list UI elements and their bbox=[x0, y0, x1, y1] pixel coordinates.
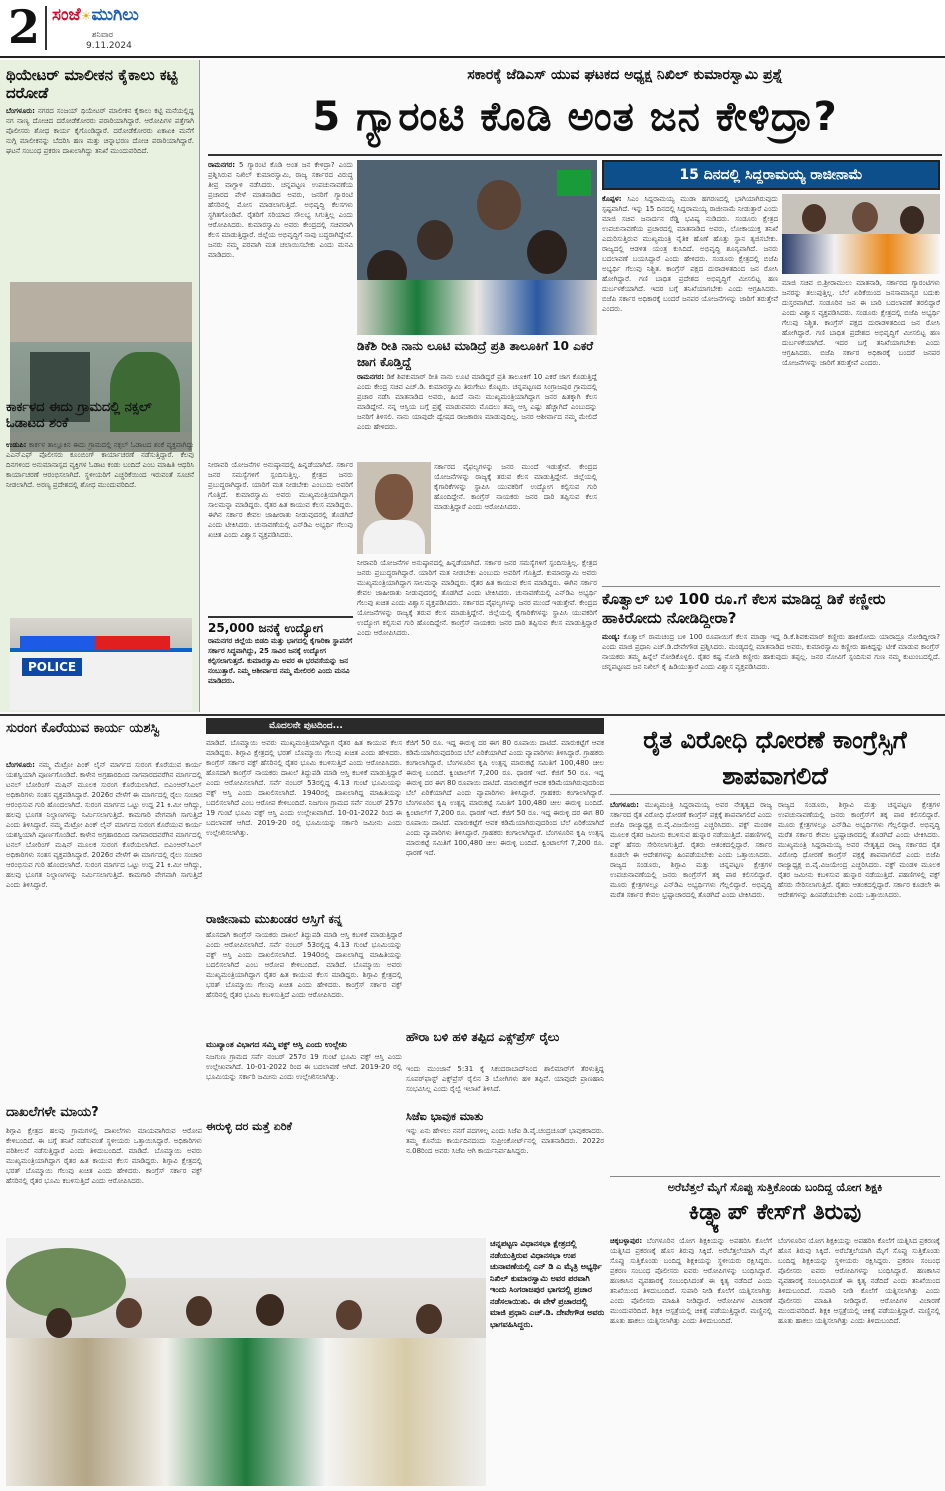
person-head bbox=[186, 1296, 212, 1326]
masthead-day: ಶನಿವಾರ bbox=[92, 30, 114, 39]
records-headline: ದಾಖಲೆಗಳೇ ಮಾಯ? bbox=[6, 1105, 99, 1120]
person-head bbox=[46, 1308, 72, 1338]
portrait-shirt bbox=[363, 520, 425, 554]
crowd-head bbox=[417, 220, 453, 260]
records-story bbox=[6, 1126, 202, 1234]
continued-body-2: ಹೊಸದಾಗಿ ಕಾಂಗ್ರೆಸ್ ನಾಯಕರು ದಾಖಲೆ ತಿದ್ದುಪಡಿ ಮಾಡಿ ಆಸ್ತಿ ಕಬಳಿಕೆ ಮಾಡುತ್ತಿದ್ದಾರೆ ಎಂದು ಆರೋಪಿಸಲಾಗಿದೆ. ಸರ್ವೆ ನಂಬರ್ 53ರಲ್ಲಿದ್ದ 4.13 ಗುಂಟೆ ಭೂಮಿಯನ್ನು ವಕ್ಫ್ ಆಸ್ತಿ ಎಂದು ದಾಖಲಿಸಲಾಗಿದೆ. 1940ರಲ್ಲಿ ದಾಖಲಾಗಿದ್ದ ಮಾಹಿತಿಯನ್ನು ಬದಲಿಸಲಾಗಿದೆ ಎಂಬ ಆರೋಪ ಕೇಳಿಬಂದಿದೆ. bbox=[206, 769, 402, 807]
onion-headline: ಈರುಳ್ಳಿ ದರ ಮತ್ತೆ ಏರಿಕೆ bbox=[206, 1120, 292, 1133]
onion-body-3: ಕೆಜಿಗೆ 50 ರೂ. ಇದ್ದ ಈರುಳ್ಳಿ ದರ ಈಗ 80 ರೂಪಾಯಿ ದಾಟಿದೆ. ಮಾರುಕಟ್ಟೆಗೆ ಆವಕ ಕಡಿಮೆಯಾಗಿರುವುದರಿಂದ ಬೆಲೆ ಏರಿಕೆಯಾಗಿದೆ ಎಂದು ವ್ಯಾಪಾರಿಗಳು ತಿಳಿಸಿದ್ದಾರೆ. ಗ್ರಾಹಕರು ಕಂಗಾಲಾಗಿದ್ದಾರೆ. ಬೆಂಗಳೂರಿನ ಕೃಷಿ ಉತ್ಪನ್ನ ಮಾರುಕಟ್ಟೆ ಸಮಿತಿಗೆ 100,480 ಚೀಲ ಈರುಳ್ಳಿ ಬಂದಿದೆ. ಕ್ವಿಂಟಾಲ್‌ಗೆ 7,200 ರೂ. ಧಾರಣೆ ಇದೆ. bbox=[406, 809, 604, 857]
naxal-body: ಕಾರ್ಕಳ ತಾಲ್ಲೂಕಿನ ಈದು ಗ್ರಾಮದಲ್ಲಿ ನಕ್ಸಲ್ ಓಡಾಟದ ಶಂಕೆ ವ್ಯಕ್ತವಾಗಿದ್ದು ಎಎನ್‌ಎಫ್ ಪೊಲೀಸರು ಕೂಂಬಿಂಗ್ ಕಾರ್ಯಾಚರಣೆ ನಡೆಸುತ್ತಿದ್ದಾರೆ. ಕೆಲವು ದಿನಗಳಿಂದ ಅನುಮಾನಾಸ್ಪದ ವ್ಯಕ್ತಿಗಳ ಓಡಾಟ ಕಂಡು ಬಂದಿದೆ ಎಂಬ ಮಾಹಿತಿ ಆಧರಿಸಿ ಕಾರ್ಯಾಚರಣೆ ಆರಂಭಿಸಲಾಗಿದೆ. ಸ್ಥಳೀಯರಿಗೆ ಎಚ್ಚರಿಕೆಯಿಂದ ಇರುವಂತೆ ಸೂಚನೆ ನೀಡಲಾಗಿದೆ. ಅರಣ್ಯ ಪ್ರದೇಶದಲ್ಲಿ ಶೋಧ ಮುಂದುವರಿದಿದೆ. bbox=[6, 441, 194, 489]
campaign-photo bbox=[6, 1238, 486, 1486]
continued-body-3: ನಿಜಗುಣ ಗ್ರಾಮದ ಸರ್ವೆ ನಂಬರ್ 257ರ 19 ಗುಂಟೆ ಭೂಮಿ ವಕ್ಫ್ ಆಸ್ತಿ ಎಂದು ಉಲ್ಲೇಖವಾಗಿದೆ. 10-01-2022 ರಿಂದ ಈ ಬದಲಾವಣೆ ಆಗಿದೆ. 2019-20 ರಲ್ಲಿ ಭೂಮಿಯನ್ನು ಸರ್ಕಾರಿ ಜಮೀನು ಎಂದು ಉಲ್ಲೇಖಿಸಲಾಗಿತ್ತು. bbox=[206, 799, 402, 837]
jobs-body: ರಾಮನಗರ ಜಿಲ್ಲೆಯ ಬಿಡದಿ ಮತ್ತು ಭಾಗದಲ್ಲಿ ಕೈಗಾರಿಕಾ ಸ್ಥಾಪನೆಗೆ ಸರ್ಕಾರ ಸಿದ್ಧವಾಗಿದ್ದು, 25 ಸಾವಿರ ಜನಕ್ಕೆ ಉದ್ಯೋಗ ಕಲ್ಪಿಸಲಾಗುತ್ತದೆ. ಕುಮಾರಸ್ವಾಮಿ ಅವರ ಈ ಭರವಸೆಯನ್ನು ಜನ ನಂಬುತ್ತಾರೆ. ನಿಮ್ಮ ಆಶೀರ್ವಾದ ನಮ್ಮ ಮೇಲಿರಲಿ ಎಂದು ಮನವಿ ಮಾಡಿದರು. bbox=[208, 637, 353, 685]
cji-story bbox=[406, 1126, 604, 1234]
resign-banner bbox=[602, 160, 940, 190]
onion-body-2: ಕೆಜಿಗೆ 50 ರೂ. ಇದ್ದ ಈರುಳ್ಳಿ ದರ ಈಗ 80 ರೂಪಾಯಿ ದಾಟಿದೆ. ಮಾರುಕಟ್ಟೆಗೆ ಆವಕ ಕಡಿಮೆಯಾಗಿರುವುದರಿಂದ ಬೆಲೆ ಏರಿಕೆಯಾಗಿದೆ ಎಂದು ವ್ಯಾಪಾರಿಗಳು ತಿಳಿಸಿದ್ದಾರೆ. ಗ್ರಾಹಕರು ಕಂಗಾಲಾಗಿದ್ದಾರೆ. ಬೆಂಗಳೂರಿನ ಕೃಷಿ ಉತ್ಪನ್ನ ಮಾರುಕಟ್ಟೆ ಸಮಿತಿಗೆ 100,480 ಚೀಲ ಈರುಳ್ಳಿ ಬಂದಿದೆ. ಕ್ವಿಂಟಾಲ್‌ಗೆ 7,200 ರೂ. ಧಾರಣೆ ಇದೆ. bbox=[406, 769, 604, 817]
mid-story-cont bbox=[434, 462, 597, 554]
farmer-story-col2 bbox=[778, 800, 940, 1174]
resign-body-2: ಸಂಡೂರು ಕ್ಷೇತ್ರದಲ್ಲಿ ಬಿಜೆಪಿ ಅಭ್ಯರ್ಥಿ ಗೆಲುವು ನಿಶ್ಚಿತ. ಕಾಂಗ್ರೆಸ್ ಪಕ್ಷದ ದುರಾಡಳಿತದಿಂದ ಜನ ರೋಸಿ ಹೋಗಿದ್ದಾರೆ. ಗಣಿ ಬಾಧಿತ ಪ್ರದೇಶದ ಅಭಿವೃದ್ಧಿಗೆ ಮೀಸಲಿಟ್ಟ ಹಣ ದುರ್ಬಳಕೆಯಾಗಿದೆ. ಇದರ ಬಗ್ಗೆ ತನಿಖೆಯಾಗಬೇಕು ಎಂದು ಆಗ್ರಹಿಸಿದರು. ಬಿಜೆಪಿ ಸರ್ಕಾರ ಅಧಿಕಾರಕ್ಕೆ ಬಂದರೆ ಜನಪರ ಯೋಜನೆಗಳನ್ನು ಜಾರಿಗೆ ತರುತ್ತೇವೆ ಎಂದರು. bbox=[602, 255, 778, 313]
masthead-rule bbox=[45, 6, 47, 50]
continued-strip bbox=[206, 718, 604, 734]
people-clothes bbox=[6, 1338, 486, 1486]
party-flag bbox=[557, 170, 591, 196]
jobs-box bbox=[208, 616, 353, 712]
dk-body: ಕೊತ್ವಾಲ್ ರಾಮಚಂದ್ರ ಬಳಿ 100 ರೂಪಾಯಿಗೆ ಕೆಲಸ ಮಾಡ್ತಾ ಇದ್ದ ಡಿ.ಕೆ.ಶಿವಕುಮಾರ್ ಕಣ್ಣೀರು ಹಾಕಿರೋದು ಯಾರಾದ್ರೂ ನೋಡಿದ್ದೀರಾ? ಎಂದು ಮಾಜಿ ಪ್ರಧಾನಿ ಎಚ್.ಡಿ.ದೇವೇಗೌಡ ಪ್ರಶ್ನಿಸಿದರು. ಮಂಡ್ಯದಲ್ಲಿ ಮಾತನಾಡಿದ ಅವರು, ಕುಮಾರಸ್ವಾಮಿ ಕಣ್ಣೀರು ಹಾಕಿದ್ದನ್ನು ಟೀಕೆ ಮಾಡುವ ಕಾಂಗ್ರೆಸ್ ನಾಯಕರು ತಮ್ಮ ಹಿನ್ನೆಲೆ ನೋಡಿಕೊಳ್ಳಲಿ. ರೈತರ ಕಷ್ಟ ನೋಡಿ ಕಣ್ಣೀರು ಹಾಕುವುದು ತಪ್ಪಲ್ಲ. ಜನರ ನೋವಿಗೆ ಸ್ಪಂದಿಸುವ ಗುಣ ನಮ್ಮ ಕುಟುಂಬದಲ್ಲಿದೆ. ಚನ್ನಪಟ್ಟಣದ ಜನ ನಿಖಿಲ್ ಕೈ ಹಿಡಿಯುತ್ತಾರೆ ಎಂದು ವಿಶ್ವಾಸ ವ್ಯಕ್ತಪಡಿಸಿದರು. bbox=[602, 633, 940, 671]
property-story bbox=[206, 930, 402, 1038]
theatre-body: ನಗರದ ಸಂಜಯ್ ಥಿಯೇಟರ್ ಮಾಲೀಕನ ಕೈಕಾಲು ಕಟ್ಟಿ ಮನೆಯಲ್ಲಿದ್ದ ನಗ ನಾಣ್ಯ ದೋಚಿದ ದರೋಡೆಕೋರರು ಪರಾರಿಯಾಗಿದ್ದಾರೆ. ಆರೋಪಿಗಳ ಪತ್ತೆಗಾಗಿ ಪೊಲೀಸರು ಶೋಧ ಕಾರ್ಯ ಕೈಗೊಂಡಿದ್ದಾರೆ. ದರೋಡೆಕೋರರು ಏಕಾಏಕಿ ಮನೆಗೆ ನುಗ್ಗಿ ಮಾಲೀಕನನ್ನು ಬೆದರಿಸಿ ಹಣ ಮತ್ತು ಚಿನ್ನಾಭರಣ ದೋಚಿ ಪರಾರಿಯಾಗಿದ್ದಾರೆ. ಘಟನೆ ಸಂಬಂಧ ಪ್ರಕರಣ ದಾಖಲಾಗಿದ್ದು ತನಿಖೆ ಮುಂದುವರಿದಿದೆ. bbox=[6, 107, 195, 155]
property-story-2 bbox=[206, 1052, 402, 1118]
mid-story-cont-2 bbox=[357, 558, 597, 712]
logo bbox=[52, 4, 139, 27]
headline-rule bbox=[208, 154, 942, 156]
police-car-photo bbox=[10, 618, 192, 710]
main-body-2: ನೀರಾವರಿ ಯೋಜನೆಗಳ ಅನುಷ್ಠಾನದಲ್ಲಿ ಹಿನ್ನಡೆಯಾಗಿದೆ. ಸರ್ಕಾರ ಜನರ ಸಮಸ್ಯೆಗಳಿಗೆ ಸ್ಪಂದಿಸುತ್ತಿಲ್ಲ. ಕ್ಷೇತ್ರದ ಜನರು ಪ್ರಬುದ್ಧರಾಗಿದ್ದಾರೆ. ಯಾರಿಗೆ ಮತ ನೀಡಬೇಕು ಎಂಬುದು ಅವರಿಗೆ ಗೊತ್ತಿದೆ. ಕುಮಾರಸ್ವಾಮಿ ಅವರು ಮುಖ್ಯಮಂತ್ರಿಯಾಗಿದ್ದಾಗ ಸಾಲಮನ್ನಾ ಮಾಡಿದ್ದರು. ರೈತರ ಹಿತ ಕಾಯುವ ಕೆಲಸ ಮಾಡಿದ್ದರು. ಈಗಿನ ಸರ್ಕಾರ ಕೇವಲ ಜಾಹೀರಾತು ನೀಡುವುದರಲ್ಲಿ ತೊಡಗಿದೆ ಎಂದು ಟೀಕಿಸಿದರು. ಚುನಾವಣೆಯಲ್ಲಿ ಎನ್‌ಡಿಎ ಅಭ್ಯರ್ಥಿ ಗೆಲುವು ಖಚಿತ ಎಂದು ವಿಶ್ವಾಸ ವ್ಯಕ್ತಪಡಿಸಿದರು. bbox=[208, 461, 353, 539]
resign-body: ಸಿಎಂ ಸಿದ್ದರಾಮಯ್ಯ ಮುಡಾ ಹಗರಣದಲ್ಲಿ ಭಾಗಿಯಾಗಿರುವುದು ಸ್ಪಷ್ಟವಾಗಿದೆ. ಇನ್ನು 15 ದಿನದಲ್ಲಿ ಸಿದ್ದರಾಮಯ್ಯ ರಾಜೀನಾಮೆ ನೀಡುತ್ತಾರೆ ಎಂದು ಮಾಜಿ ಸಚಿವ ಜನಾರ್ದನ ರೆಡ್ಡಿ ಭವಿಷ್ಯ ನುಡಿದರು. ಸಂಡೂರು ಕ್ಷೇತ್ರದ ಉಪಚುನಾವಣೆಯ ಪ್ರಚಾರದಲ್ಲಿ ಮಾತನಾಡಿದ ಅವರು, ಲೋಕಾಯುಕ್ತ ತನಿಖೆ ಎದುರಿಸುತ್ತಿರುವ ಮುಖ್ಯಮಂತ್ರಿ ನೈತಿಕ ಹೊಣೆ ಹೊತ್ತು ಸ್ಥಾನ ತ್ಯಜಿಸಬೇಕು. ರಾಜ್ಯದಲ್ಲಿ ಆಡಳಿತ ಯಂತ್ರ ಕುಸಿದಿದೆ. ಅಭಿವೃದ್ಧಿ ಶೂನ್ಯವಾಗಿದೆ. ಜನರು ಬದಲಾವಣೆ ಬಯಸಿದ್ದಾರೆ ಎಂದು ಹೇಳಿದರು. bbox=[602, 195, 778, 263]
logo-part-2: ಮುಗಿಲು bbox=[91, 5, 139, 25]
naxal-story bbox=[6, 440, 194, 560]
tunnel-story bbox=[6, 760, 202, 1060]
train-story bbox=[406, 1064, 604, 1108]
mid-body-3: ನೀರಾವರಿ ಯೋಜನೆಗಳ ಅನುಷ್ಠಾನದಲ್ಲಿ ಹಿನ್ನಡೆಯಾಗಿದೆ. ಸರ್ಕಾರ ಜನರ ಸಮಸ್ಯೆಗಳಿಗೆ ಸ್ಪಂದಿಸುತ್ತಿಲ್ಲ. ಕ್ಷೇತ್ರದ ಜನರು ಪ್ರಬುದ್ಧರಾಗಿದ್ದಾರೆ. ಯಾರಿಗೆ ಮತ ನೀಡಬೇಕು ಎಂಬುದು ಅವರಿಗೆ ಗೊತ್ತಿದೆ. ಕುಮಾರಸ್ವಾಮಿ ಅವರು ಮುಖ್ಯಮಂತ್ರಿಯಾಗಿದ್ದಾಗ ಸಾಲಮನ್ನಾ ಮಾಡಿದ್ದರು. ರೈತರ ಹಿತ ಕಾಯುವ ಕೆಲಸ ಮಾಡಿದ್ದರು. ಈಗಿನ ಸರ್ಕಾರ ಕೇವಲ ಜಾಹೀರಾತು ನೀಡುವುದರಲ್ಲಿ ತೊಡಗಿದೆ ಎಂದು ಟೀಕಿಸಿದರು. ಚುನಾವಣೆಯಲ್ಲಿ ಎನ್‌ಡಿಎ ಅಭ್ಯರ್ಥಿ ಗೆಲುವು ಖಚಿತ ಎಂದು ವಿಶ್ವಾಸ ವ್ಯಕ್ತಪಡಿಸಿದರು. bbox=[357, 559, 597, 607]
tunnel-headline: ಸುರಂಗ ಕೊರೆಯುವ ಕಾರ್ಯ ಯಶಸ್ವಿ bbox=[6, 721, 160, 736]
masthead-date: 9.11.2024 bbox=[86, 41, 132, 51]
train-body: ಇಂದು ಮುಂಜಾನೆ 5:31 ಕ್ಕೆ ಸಿಕಂದರಾಬಾದ್‌ನಿಂದ ಶಾಲಿಮಾರ್‌ಗೆ ತೆರಳುತ್ತಿದ್ದ ಸೂಪರ್‌ಫಾಸ್ಟ್ ಎಕ್ಸ್‌ಪ್ರೆಸ್ ರೈಲಿನ 3 ಬೋಗಿಗಳು ಹಳಿ ತಪ್ಪಿವೆ. ಯಾವುದೇ ಪ್ರಾಣಹಾನಿ ಸಂಭವಿಸಿಲ್ಲ ಎಂದು ರೈಲ್ವೆ ಇಲಾಖೆ ತಿಳಿಸಿದೆ. bbox=[406, 1065, 604, 1093]
theatre-dateline: ಬೆಂಗಳೂರು: bbox=[6, 107, 35, 115]
person-head bbox=[900, 206, 924, 234]
campaign-caption: ಚನ್ನಪಟ್ಟಣ ವಿಧಾನಸಭಾ ಕ್ಷೇತ್ರದಲ್ಲಿ ನಡೆಯುತ್ತಿರುವ ವಿಧಾನಸಭಾ ಉಪ ಚುನಾವಣೆಯಲ್ಲಿ ಎನ್ ಡಿ ಎ ಮೈತ್ರಿ ಅಭ್ಯರ್ಥಿ ನಿಖಿಲ್ ಕುಮಾರಸ್ವಾಮಿ ಅವರ ಪರವಾಗಿ ಇಂದು ಸಿಂಗರಾಜಪುರ ಭಾಗದಲ್ಲಿ ಪ್ರಚಾರ ನಡೆಸಲಾಯಿತು. ಈ ವೇಳೆ ಪ್ರಚಾರದಲ್ಲಿ ಮಾಜಿ ಪ್ರಧಾನಿ ಎಚ್.ಡಿ. ದೇವೇಗೌಡ ಅವರು ಭಾಗವಹಿಸಿದ್ದರು. bbox=[490, 1239, 605, 1329]
dk-mid-story bbox=[357, 372, 597, 458]
resign-body-3: ಮಾಜಿ ಸಚಿವ ಬಿ.ಶ್ರೀರಾಮುಲು ಮಾತನಾಡಿ, ಸರ್ಕಾರದ ಗ್ಯಾರಂಟಿಗಳು ಜನರನ್ನು ತಲುಪುತ್ತಿಲ್ಲ. ಬೆಲೆ ಏರಿಕೆಯಿಂದ ಜನಸಾಮಾನ್ಯರ ಬದುಕು ದುಸ್ತರವಾಗಿದೆ. ಸಂಡೂರಿನ ಜನ ಈ ಬಾರಿ ಬದಲಾವಣೆ ತರಲಿದ್ದಾರೆ ಎಂದು ವಿಶ್ವಾಸ ವ್ಯಕ್ತಪಡಿಸಿದರು. bbox=[782, 279, 940, 317]
naxal-headline: ಕಾರ್ಕಳದ ಈದು ಗ್ರಾಮದಲ್ಲಿ ನಕ್ಸಲ್ ಓಡಾಟದ ಶಂಕೆ bbox=[6, 400, 152, 431]
resign-story bbox=[602, 194, 778, 584]
resign-body-4: ಸಂಡೂರು ಕ್ಷೇತ್ರದಲ್ಲಿ ಬಿಜೆಪಿ ಅಭ್ಯರ್ಥಿ ಗೆಲುವು ನಿಶ್ಚಿತ. ಕಾಂಗ್ರೆಸ್ ಪಕ್ಷದ ದುರಾಡಳಿತದಿಂದ ಜನ ರೋಸಿ ಹೋಗಿದ್ದಾರೆ. ಗಣಿ ಬಾಧಿತ ಪ್ರದೇಶದ ಅಭಿವೃದ್ಧಿಗೆ ಮೀಸಲಿಟ್ಟ ಹಣ ದುರ್ಬಳಕೆಯಾಗಿದೆ. ಇದರ ಬಗ್ಗೆ ತನಿಖೆಯಾಗಬೇಕು ಎಂದು ಆಗ್ರಹಿಸಿದರು. ಬಿಜೆಪಿ ಸರ್ಕಾರ ಅಧಿಕಾರಕ್ಕೆ ಬಂದರೆ ಜನಪರ ಯೋಜನೆಗಳನ್ನು ಜಾರಿಗೆ ತರುತ್ತೇವೆ ಎಂದರು. bbox=[782, 309, 940, 367]
dk-rule bbox=[602, 586, 940, 587]
continued-body: ಮಾಡಿದೆ. ಬೊಮ್ಮಾಯಿ ಅವರು ಮುಖ್ಯಮಂತ್ರಿಯಾಗಿದ್ದಾಗ ರೈತರ ಹಿತ ಕಾಯುವ ಕೆಲಸ ಮಾಡಿದ್ದರು. ಶಿಗ್ಗಾವಿ ಕ್ಷೇತ್ರದಲ್ಲಿ ಭರತ್ ಬೊಮ್ಮಾಯಿ ಗೆಲುವು ಖಚಿತ ಎಂದು ಹೇಳಿದರು. ಕಾಂಗ್ರೆಸ್ ಸರ್ಕಾರ ವಕ್ಫ್ ಹೆಸರಿನಲ್ಲಿ ರೈತರ ಭೂಮಿ ಕಬಳಿಸುತ್ತಿದೆ ಎಂದು ಆರೋಪಿಸಿದರು. bbox=[206, 739, 402, 767]
portrait-face bbox=[375, 474, 413, 520]
farmer-dateline: ಬೆಂಗಳೂರು: bbox=[610, 801, 639, 809]
main-story-col2 bbox=[208, 460, 353, 615]
main-dateline: ರಾಮನಗರ: bbox=[208, 161, 236, 169]
dk-headline: ಕೊತ್ವಾಲ್ ಬಳಿ 100 ರೂ.ಗೆ ಕೆಲಸ ಮಾಡಿದ್ದ ಡಿಕೆ ಕಣ್ಣೀರು ಹಾಕಿರೋದು ನೋಡಿದ್ದೀರಾ? bbox=[602, 590, 886, 627]
property-body-3: ನಿಜಗುಣ ಗ್ರಾಮದ ಸರ್ವೆ ನಂಬರ್ 257ರ 19 ಗುಂಟೆ ಭೂಮಿ ವಕ್ಫ್ ಆಸ್ತಿ ಎಂದು ಉಲ್ಲೇಖವಾಗಿದೆ. 10-01-2022 ರಿಂದ ಈ ಬದಲಾವಣೆ ಆಗಿದೆ. 2019-20 ರಲ್ಲಿ ಭೂಮಿಯನ್ನು ಸರ್ಕಾರಿ ಜಮೀನು ಎಂದು ಉಲ್ಲೇಖಿಸಲಾಗಿತ್ತು. bbox=[206, 1053, 402, 1081]
person-head bbox=[116, 1298, 142, 1328]
main-headline: 5 ಗ್ಯಾರಂಟಿ ಕೊಡಿ ಅಂತ ಜನ ಕೇಳಿದ್ರಾ? bbox=[312, 94, 838, 140]
farmer-body-3: ರಾಜ್ಯದ ಸಂಡೂರು, ಶಿಗ್ಗಾವಿ ಮತ್ತು ಚನ್ನಪಟ್ಟಣ ಕ್ಷೇತ್ರಗಳ ಉಪಚುನಾವಣೆಯಲ್ಲಿ ಜನರು ಕಾಂಗ್ರೆಸ್‌ಗೆ ತಕ್ಕ ಪಾಠ ಕಲಿಸಲಿದ್ದಾರೆ. ಮೂರು ಕ್ಷೇತ್ರಗಳಲ್ಲೂ ಎನ್‌ಡಿಎ ಅಭ್ಯರ್ಥಿಗಳು ಗೆಲ್ಲಲಿದ್ದಾರೆ. ಅಭಿವೃದ್ಧಿ ಮರೆತ ಸರ್ಕಾರ ಕೇವಲ ಭ್ರಷ್ಟಾಚಾರದಲ್ಲಿ ತೊಡಗಿದೆ ಎಂದು ಟೀಕಿಸಿದರು. bbox=[778, 801, 940, 839]
main-kicker: ಸಕಾರಕ್ಕೆ ಜೆಡಿಎಸ್ ಯುವ ಘಟಕದ ಅಧ್ಯಕ್ಷ ನಿಖಿಲ್ ಕುಮಾರಸ್ವಾಮಿ ಪ್ರಶ್ನೆ bbox=[467, 67, 783, 83]
masthead bbox=[0, 0, 945, 58]
trees bbox=[6, 1248, 126, 1318]
tunnel-dateline: ಬೆಂಗಳೂರು: bbox=[6, 761, 35, 769]
resign-dateline: ಕೊಪ್ಪಳ: bbox=[602, 195, 622, 203]
photo-caption-headline: ಡಿಕೆಶಿ ರೀತಿ ನಾನು ಲೂಟಿ ಮಾಡಿದ್ರೆ ಪ್ರತಿ ತಾಲೂಕಿಗೆ 10 ಎಕರೆ ಜಾಗ ಕೊಡ್ತಿದ್ದೆ bbox=[357, 339, 594, 369]
property-body-2: ಮಾಡಿದೆ. ಬೊಮ್ಮಾಯಿ ಅವರು ಮುಖ್ಯಮಂತ್ರಿಯಾಗಿದ್ದಾಗ ರೈತರ ಹಿತ ಕಾಯುವ ಕೆಲಸ ಮಾಡಿದ್ದರು. ಶಿಗ್ಗಾವಿ ಕ್ಷೇತ್ರದಲ್ಲಿ ಭರತ್ ಬೊಮ್ಮಾಯಿ ಗೆಲುವು ಖಚಿತ ಎಂದು ಹೇಳಿದರು. ಕಾಂಗ್ರೆಸ್ ಸರ್ಕಾರ ವಕ್ಫ್ ಹೆಸರಿನಲ್ಲಿ ರೈತರ ಭೂಮಿ ಕಬಳಿಸುತ್ತಿದೆ ಎಂದು ಆರೋಪಿಸಿದರು. bbox=[206, 961, 402, 999]
continued-strip-text: ಮೊದಲನೇ ಪುಟದಿಂದ... bbox=[269, 721, 343, 731]
resign-story-col2 bbox=[782, 278, 940, 584]
tunnel-body-2: ನಮ್ಮ ಮೆಟ್ರೋ ಪಿಂಕ್ ಲೈನ್ ಮಾರ್ಗದ ಸುರಂಗ ಕೊರೆಯುವ ಕಾರ್ಯ ಯಶಸ್ವಿಯಾಗಿ ಪೂರ್ಣಗೊಂಡಿದೆ. ಕಾಳೇನ ಅಗ್ರಹಾರದಿಂದ ನಾಗವಾರದವರೆಗಿನ ಮಾರ್ಗದಲ್ಲಿ ಟನಲ್ ಬೋರಿಂಗ್ ಮಷಿನ್ ಮೂಲಕ ಸುರಂಗ ಕೊರೆಯಲಾಗಿದೆ. ಬಿಎಂಆರ್‌ಸಿಎಲ್ ಅಧಿಕಾರಿಗಳು ಸಂತಸ ವ್ಯಕ್ತಪಡಿಸಿದ್ದಾರೆ. 2026ರ ವೇಳೆಗೆ ಈ ಮಾರ್ಗದಲ್ಲಿ ರೈಲು ಸಂಚಾರ ಆರಂಭಿಸುವ ಗುರಿ ಹೊಂದಲಾಗಿದೆ. ಸುರಂಗ ಮಾರ್ಗದ ಒಟ್ಟು ಉದ್ದ 21 ಕಿ.ಮೀ ಆಗಿದ್ದು, ಹಲವು ಭೂಗತ ನಿಲ್ದಾಣಗಳನ್ನು ನಿರ್ಮಿಸಲಾಗುತ್ತಿದೆ. ಕಾಮಗಾರಿ ವೇಗವಾಗಿ ಸಾಗುತ್ತಿದೆ ಎಂದು ತಿಳಿಸಿದ್ದಾರೆ. bbox=[6, 821, 202, 889]
office-building bbox=[10, 282, 192, 342]
onion-body: ಕೆಜಿಗೆ 50 ರೂ. ಇದ್ದ ಈರುಳ್ಳಿ ದರ ಈಗ 80 ರೂಪಾಯಿ ದಾಟಿದೆ. ಮಾರುಕಟ್ಟೆಗೆ ಆವಕ ಕಡಿಮೆಯಾಗಿರುವುದರಿಂದ ಬೆಲೆ ಏರಿಕೆಯಾಗಿದೆ ಎಂದು ವ್ಯಾಪಾರಿಗಳು ತಿಳಿಸಿದ್ದಾರೆ. ಗ್ರಾಹಕರು ಕಂಗಾಲಾಗಿದ್ದಾರೆ. ಬೆಂಗಳೂರಿನ ಕೃಷಿ ಉತ್ಪನ್ನ ಮಾರುಕಟ್ಟೆ ಸಮಿತಿಗೆ 100,480 ಚೀಲ ಈರುಳ್ಳಿ ಬಂದಿದೆ. ಕ್ವಿಂಟಾಲ್‌ಗೆ 7,200 ರೂ. ಧಾರಣೆ ಇದೆ. bbox=[406, 739, 604, 777]
resign-banner-text: 15 ದಿನದಲ್ಲಿ ಸಿದ್ದರಾಮಯ್ಯ ರಾಜೀನಾಮೆ bbox=[679, 167, 863, 183]
farmer-body-4: ಮುಖ್ಯಮಂತ್ರಿ ಸಿದ್ದರಾಮಯ್ಯ ಅವರ ನೇತೃತ್ವದ ರಾಜ್ಯ ಸರ್ಕಾರದ ರೈತ ವಿರೋಧಿ ಧೋರಣೆ ಕಾಂಗ್ರೆಸ್ ಪಕ್ಷಕ್ಕೆ ಶಾಪವಾಗಲಿದೆ ಎಂದು ಬಿಜೆಪಿ ರಾಜ್ಯಾಧ್ಯಕ್ಷ ಬಿ.ವೈ.ವಿಜಯೇಂದ್ರ ಎಚ್ಚರಿಸಿದರು. ವಕ್ಫ್ ಮಂಡಳಿ ಮೂಲಕ ರೈತರ ಜಮೀನು ಕಬಳಿಸುವ ಹುನ್ನಾರ ನಡೆಯುತ್ತಿದೆ. ಪಹಣಿಗಳಲ್ಲಿ ವಕ್ಫ್ ಹೆಸರು ಸೇರಿಸಲಾಗುತ್ತಿದೆ. ರೈತರು ಆತಂಕದಲ್ಲಿದ್ದಾರೆ. ಸರ್ಕಾರ ಕೂಡಲೇ ಈ ಆದೇಶಗಳನ್ನು ಹಿಂಪಡೆಯಬೇಕು ಎಂದು ಒತ್ತಾಯಿಸಿದರು. bbox=[778, 841, 940, 899]
cji-headline: ಸಿಜೆಐ ಭಾವುಕ ಮಾತು bbox=[406, 1110, 484, 1123]
logo-sun-icon: ☀ bbox=[80, 9, 92, 23]
kidnap-body-2: ಬೆಂಗಳೂರಿನ ಯೋಗ ಶಿಕ್ಷಕಿಯನ್ನು ಅಪಹರಿಸಿ ಕೊಲೆಗೆ ಯತ್ನಿಸಿದ ಪ್ರಕರಣಕ್ಕೆ ಹೊಸ ತಿರುವು ಸಿಕ್ಕಿದೆ. ಅರೆಬೆತ್ತಲೆಯಾಗಿ ಮೈಗೆ ಸೊಪ್ಪು ಸುತ್ತಿಕೊಂಡು ಬಂದಿದ್ದ ಶಿಕ್ಷಕಿಯನ್ನು ಸ್ಥಳೀಯರು ರಕ್ಷಿಸಿದ್ದರು. ಪ್ರಕರಣ ಸಂಬಂಧ ಪೊಲೀಸರು ಐವರು ಆರೋಪಿಗಳನ್ನು ಬಂಧಿಸಿದ್ದಾರೆ. ಹಣಕಾಸಿನ ವ್ಯವಹಾರಕ್ಕೆ ಸಂಬಂಧಿಸಿದಂತೆ ಈ ಕೃತ್ಯ ನಡೆದಿದೆ ಎಂದು ತನಿಖೆಯಿಂದ ತಿಳಿದುಬಂದಿದೆ. ಸುಪಾರಿ ನೀಡಿ ಕೊಲೆಗೆ ಯತ್ನಿಸಲಾಗಿತ್ತು ಎಂದು ಪೊಲೀಸರು ಮಾಹಿತಿ ನೀಡಿದ್ದಾರೆ. ಆರೋಪಿಗಳ ವಿಚಾರಣೆ ಮುಂದುವರಿದಿದೆ. ಶಿಕ್ಷಕಿ ಆಸ್ಪತ್ರೆಯಲ್ಲಿ ಚಿಕಿತ್ಸೆ ಪಡೆಯುತ್ತಿದ್ದಾರೆ. ಮಣ್ಣಿನಲ್ಲಿ ಹೂತು ಹಾಕಲು ಯತ್ನಿಸಲಾಗಿತ್ತು ಎಂದು ತಿಳಿದುಬಂದಿದೆ. bbox=[778, 1237, 940, 1325]
person-head bbox=[852, 202, 878, 232]
kidnap-story-col1 bbox=[610, 1236, 772, 1486]
farmer-body-2: ರಾಜ್ಯದ ಸಂಡೂರು, ಶಿಗ್ಗಾವಿ ಮತ್ತು ಚನ್ನಪಟ್ಟಣ ಕ್ಷೇತ್ರಗಳ ಉಪಚುನಾವಣೆಯಲ್ಲಿ ಜನರು ಕಾಂಗ್ರೆಸ್‌ಗೆ ತಕ್ಕ ಪಾಠ ಕಲಿಸಲಿದ್ದಾರೆ. ಮೂರು ಕ್ಷೇತ್ರಗಳಲ್ಲೂ ಎನ್‌ಡಿಎ ಅಭ್ಯರ್ಥಿಗಳು ಗೆಲ್ಲಲಿದ್ದಾರೆ. ಅಭಿವೃದ್ಧಿ ಮರೆತ ಸರ್ಕಾರ ಕೇವಲ ಭ್ರಷ್ಟಾಚಾರದಲ್ಲಿ ತೊಡಗಿದೆ ಎಂದು ಟೀಕಿಸಿದರು. bbox=[610, 861, 772, 899]
records-body: ಶಿಗ್ಗಾವಿ ಕ್ಷೇತ್ರದ ಹಲವು ಗ್ರಾಮಗಳಲ್ಲಿ ದಾಖಲೆಗಳು ಮಾಯವಾಗಿರುವ ಆರೋಪ ಕೇಳಿಬಂದಿದೆ. ಈ ಬಗ್ಗೆ ತನಿಖೆ ನಡೆಸುವಂತೆ ಸ್ಥಳೀಯರು ಒತ್ತಾಯಿಸಿದ್ದಾರೆ. ಅಧಿಕಾರಿಗಳು ಪರಿಶೀಲನೆ ನಡೆಸುತ್ತಿದ್ದಾರೆ ಎಂದು ತಿಳಿದುಬಂದಿದೆ. bbox=[6, 1127, 202, 1155]
mid-body-4: ಸರ್ಕಾರದ ವೈಫಲ್ಯಗಳನ್ನು ಜನರ ಮುಂದೆ ಇಡುತ್ತೇವೆ. ಕೇಂದ್ರದ ಯೋಜನೆಗಳನ್ನು ರಾಜ್ಯಕ್ಕೆ ತರುವ ಕೆಲಸ ಮಾಡುತ್ತಿದ್ದೇನೆ. ಜಿಲ್ಲೆಯಲ್ಲಿ ಕೈಗಾರಿಕೆಗಳನ್ನು ಸ್ಥಾಪಿಸಿ ಯುವಕರಿಗೆ ಉದ್ಯೋಗ ಕಲ್ಪಿಸುವ ಗುರಿ ಹೊಂದಿದ್ದೇನೆ. ಕಾಂಗ್ರೆಸ್ ನಾಯಕರು ಜನರ ದಾರಿ ತಪ್ಪಿಸುವ ಕೆಲಸ ಮಾಡುತ್ತಿದ್ದಾರೆ ಎಂದು ಆರೋಪಿಸಿದರು. bbox=[357, 599, 597, 637]
mid-body-2: ಸರ್ಕಾರದ ವೈಫಲ್ಯಗಳನ್ನು ಜನರ ಮುಂದೆ ಇಡುತ್ತೇವೆ. ಕೇಂದ್ರದ ಯೋಜನೆಗಳನ್ನು ರಾಜ್ಯಕ್ಕೆ ತರುವ ಕೆಲಸ ಮಾಡುತ್ತಿದ್ದೇನೆ. ಜಿಲ್ಲೆಯಲ್ಲಿ ಕೈಗಾರಿಕೆಗಳನ್ನು ಸ್ಥಾಪಿಸಿ ಯುವಕರಿಗೆ ಉದ್ಯೋಗ ಕಲ್ಪಿಸುವ ಗುರಿ ಹೊಂದಿದ್ದೇನೆ. ಕಾಂಗ್ರೆಸ್ ನಾಯಕರು ಜನರ ದಾರಿ ತಪ್ಪಿಸುವ ಕೆಲಸ ಮಾಡುತ್ತಿದ್ದಾರೆ ಎಂದು ಆರೋಪಿಸಿದರು. bbox=[434, 463, 597, 511]
crowd-bodies bbox=[357, 280, 597, 335]
farmer-headline: ರೈತ ವಿರೋಧಿ ಧೋರಣೆ ಕಾಂಗ್ರೆಸ್ಸಿಗೆ ಶಾಪವಾಗಲಿದೆ bbox=[643, 726, 907, 790]
kidnap-body: ಬೆಂಗಳೂರಿನ ಯೋಗ ಶಿಕ್ಷಕಿಯನ್ನು ಅಪಹರಿಸಿ ಕೊಲೆಗೆ ಯತ್ನಿಸಿದ ಪ್ರಕರಣಕ್ಕೆ ಹೊಸ ತಿರುವು ಸಿಕ್ಕಿದೆ. ಅರೆಬೆತ್ತಲೆಯಾಗಿ ಮೈಗೆ ಸೊಪ್ಪು ಸುತ್ತಿಕೊಂಡು ಬಂದಿದ್ದ ಶಿಕ್ಷಕಿಯನ್ನು ಸ್ಥಳೀಯರು ರಕ್ಷಿಸಿದ್ದರು. ಪ್ರಕರಣ ಸಂಬಂಧ ಪೊಲೀಸರು ಐವರು ಆರೋಪಿಗಳನ್ನು ಬಂಧಿಸಿದ್ದಾರೆ. ಹಣಕಾಸಿನ ವ್ಯವಹಾರಕ್ಕೆ ಸಂಬಂಧಿಸಿದಂತೆ ಈ ಕೃತ್ಯ ನಡೆದಿದೆ ಎಂದು ತನಿಖೆಯಿಂದ ತಿಳಿದುಬಂದಿದೆ. ಸುಪಾರಿ ನೀಡಿ ಕೊಲೆಗೆ ಯತ್ನಿಸಲಾಗಿತ್ತು ಎಂದು ಪೊಲೀಸರು ಮಾಹಿತಿ ನೀಡಿದ್ದಾರೆ. ಆರೋಪಿಗಳ ವಿಚಾರಣೆ ಮುಂದುವರಿದಿದೆ. ಶಿಕ್ಷಕಿ ಆಸ್ಪತ್ರೆಯಲ್ಲಿ ಚಿಕಿತ್ಸೆ ಪಡೆಯುತ್ತಿದ್ದಾರೆ. ಮಣ್ಣಿನಲ್ಲಿ ಹೂತು ಹಾಕಲು ಯತ್ನಿಸಲಾಗಿತ್ತು ಎಂದು ತಿಳಿದುಬಂದಿದೆ. bbox=[610, 1237, 773, 1325]
kidnap-rule bbox=[610, 1176, 940, 1177]
crowd-head bbox=[527, 230, 567, 274]
rally-photo bbox=[357, 160, 597, 335]
jobs-headline: 25,000 ಜನಕ್ಕೆ ಉದ್ಯೋಗ bbox=[208, 621, 324, 635]
kumaraswamy-portrait bbox=[357, 462, 431, 554]
police-siren-light bbox=[20, 636, 170, 650]
records-body-2: ಮಾಡಿದೆ. ಬೊಮ್ಮಾಯಿ ಅವರು ಮುಖ್ಯಮಂತ್ರಿಯಾಗಿದ್ದಾಗ ರೈತರ ಹಿತ ಕಾಯುವ ಕೆಲಸ ಮಾಡಿದ್ದರು. ಶಿಗ್ಗಾವಿ ಕ್ಷೇತ್ರದಲ್ಲಿ ಭರತ್ ಬೊಮ್ಮಾಯಿ ಗೆಲುವು ಖಚಿತ ಎಂದು ಹೇಳಿದರು. ಕಾಂಗ್ರೆಸ್ ಸರ್ಕಾರ ವಕ್ಫ್ ಹೆಸರಿನಲ್ಲಿ ರೈತರ ಭೂಮಿ ಕಬಳಿಸುತ್ತಿದೆ ಎಂದು ಆರೋಪಿಸಿದರು. bbox=[6, 1147, 202, 1185]
continued-story bbox=[206, 738, 402, 908]
property-headline: ರಾಜೀನಾಮ ಮುಖಂಡರ ಆಸ್ತಿಗೆ ಕನ್ನ bbox=[206, 912, 343, 926]
dk-story bbox=[602, 632, 940, 712]
tunnel-body: ನಮ್ಮ ಮೆಟ್ರೋ ಪಿಂಕ್ ಲೈನ್ ಮಾರ್ಗದ ಸುರಂಗ ಕೊರೆಯುವ ಕಾರ್ಯ ಯಶಸ್ವಿಯಾಗಿ ಪೂರ್ಣಗೊಂಡಿದೆ. ಕಾಳೇನ ಅಗ್ರಹಾರದಿಂದ ನಾಗವಾರದವರೆಗಿನ ಮಾರ್ಗದಲ್ಲಿ ಟನಲ್ ಬೋರಿಂಗ್ ಮಷಿನ್ ಮೂಲಕ ಸುರಂಗ ಕೊರೆಯಲಾಗಿದೆ. ಬಿಎಂಆರ್‌ಸಿಎಲ್ ಅಧಿಕಾರಿಗಳು ಸಂತಸ ವ್ಯಕ್ತಪಡಿಸಿದ್ದಾರೆ. 2026ರ ವೇಳೆಗೆ ಈ ಮಾರ್ಗದಲ್ಲಿ ರೈಲು ಸಂಚಾರ ಆರಂಭಿಸುವ ಗುರಿ ಹೊಂದಲಾಗಿದೆ. ಸುರಂಗ ಮಾರ್ಗದ ಒಟ್ಟು ಉದ್ದ 21 ಕಿ.ಮೀ ಆಗಿದ್ದು, ಹಲವು ಭೂಗತ ನಿಲ್ದಾಣಗಳನ್ನು ನಿರ್ಮಿಸಲಾಗುತ್ತಿದೆ. ಕಾಮಗಾರಿ ವೇಗವಾಗಿ ಸಾಗುತ್ತಿದೆ ಎಂದು ತಿಳಿಸಿದ್ದಾರೆ. bbox=[6, 761, 202, 829]
kidnap-kicker: ಅರೆಬೆತ್ತಲೆ ಮೈಗೆ ಸೊಪ್ಪು ಸುತ್ತಿಕೊಂಡು ಬಂದಿದ್ದ ಯೋಗ ಶಿಕ್ಷಕಿ bbox=[667, 1181, 883, 1194]
person-head bbox=[416, 1304, 442, 1334]
section-divider bbox=[0, 714, 945, 716]
person-head bbox=[336, 1300, 362, 1330]
dk-dateline: ಮಂಡ್ಯ: bbox=[602, 633, 620, 641]
mid-dateline: ರಾಮನಗರ: bbox=[357, 373, 385, 381]
property-subhead: ಮುಖ್ಯಾಂತ ವಿಭಾಗದ ಸಮ್ಮಿ ವಕ್ಫ್ ಆಸ್ತಿ ಎಂದು ಉಲ್ಲೇಖ bbox=[206, 1040, 347, 1049]
mid-body: ಡಿಕೆ ಶಿವಕುಮಾರ್ ರೀತಿ ನಾನು ಲೂಟಿ ಮಾಡಿದ್ದರೆ ಪ್ರತಿ ತಾಲೂಕಿಗೆ 10 ಎಕರೆ ಜಾಗ ಕೊಡುತ್ತಿದ್ದೆ ಎಂದು ಕೇಂದ್ರ ಸಚಿವ ಎಚ್.ಡಿ. ಕುಮಾರಸ್ವಾಮಿ ತಿರುಗೇಟು ಕೊಟ್ಟರು. ಚನ್ನಪಟ್ಟಣದ ಸಿಂಗ್ರಾಜಪುರ ಗ್ರಾಮದಲ್ಲಿ ಪ್ರಚಾರ ನಡೆಸಿ ಮಾತನಾಡಿದ ಅವರು, ಹಿಂದೆ ನಾನು ಮುಖ್ಯಮಂತ್ರಿಯಾಗಿದ್ದಾಗ ಜನರ ಹಿತಕ್ಕಾಗಿ ಕೆಲಸ ಮಾಡಿದ್ದೇನೆ. ನನ್ನ ಆಸ್ತಿಯ ಬಗ್ಗೆ ಪ್ರಶ್ನೆ ಮಾಡುವವರು ಮೊದಲು ತಮ್ಮ ಆಸ್ತಿ ಎಷ್ಟು ಹೆಚ್ಚಾಗಿದೆ ಎಂಬುದನ್ನು ಜನರಿಗೆ ತಿಳಿಸಲಿ. ನಾನು ಯಾವುದೇ ದ್ವೇಷದ ರಾಜಕಾರಣ ಮಾಡುವುದಿಲ್ಲ. ಜನರ ಆಶೀರ್ವಾದ ನಮ್ಮ ಮೇಲಿದೆ ಎಂದು ಹೇಳಿದರು. bbox=[357, 373, 597, 431]
police-sign: POLICE bbox=[22, 658, 82, 676]
people-clothes bbox=[782, 234, 940, 274]
kidnap-headline: ಕಿಡ್ನ್ಯಾಪ್ ಕೇಸ್‌ಗೆ ತಿರುವು bbox=[688, 1200, 862, 1225]
property-body: ಹೊಸದಾಗಿ ಕಾಂಗ್ರೆಸ್ ನಾಯಕರು ದಾಖಲೆ ತಿದ್ದುಪಡಿ ಮಾಡಿ ಆಸ್ತಿ ಕಬಳಿಕೆ ಮಾಡುತ್ತಿದ್ದಾರೆ ಎಂದು ಆರೋಪಿಸಲಾಗಿದೆ. ಸರ್ವೆ ನಂಬರ್ 53ರಲ್ಲಿದ್ದ 4.13 ಗುಂಟೆ ಭೂಮಿಯನ್ನು ವಕ್ಫ್ ಆಸ್ತಿ ಎಂದು ದಾಖಲಿಸಲಾಗಿದೆ. 1940ರಲ್ಲಿ ದಾಖಲಾಗಿದ್ದ ಮಾಹಿತಿಯನ್ನು ಬದಲಿಸಲಾಗಿದೆ ಎಂಬ ಆರೋಪ ಕೇಳಿಬಂದಿದೆ. bbox=[206, 931, 402, 969]
person-head bbox=[802, 204, 826, 232]
person-head bbox=[256, 1294, 284, 1326]
kidnap-dateline: ಚಿಕ್ಕಬಳ್ಳಾಪುರ: bbox=[610, 1237, 643, 1245]
train-headline: ಹೌರಾ ಬಳಿ ಹಳಿ ತಪ್ಪಿದ ಎಕ್ಸ್‌ಪ್ರೆಸ್ ರೈಲು bbox=[406, 1030, 560, 1044]
farmer-body: ಮುಖ್ಯಮಂತ್ರಿ ಸಿದ್ದರಾಮಯ್ಯ ಅವರ ನೇತೃತ್ವದ ರಾಜ್ಯ ಸರ್ಕಾರದ ರೈತ ವಿರೋಧಿ ಧೋರಣೆ ಕಾಂಗ್ರೆಸ್ ಪಕ್ಷಕ್ಕೆ ಶಾಪವಾಗಲಿದೆ ಎಂದು ಬಿಜೆಪಿ ರಾಜ್ಯಾಧ್ಯಕ್ಷ ಬಿ.ವೈ.ವಿಜಯೇಂದ್ರ ಎಚ್ಚರಿಸಿದರು. ವಕ್ಫ್ ಮಂಡಳಿ ಮೂಲಕ ರೈತರ ಜಮೀನು ಕಬಳಿಸುವ ಹುನ್ನಾರ ನಡೆಯುತ್ತಿದೆ. ಪಹಣಿಗಳಲ್ಲಿ ವಕ್ಫ್ ಹೆಸರು ಸೇರಿಸಲಾಗುತ್ತಿದೆ. ರೈತರು ಆತಂಕದಲ್ಲಿದ್ದಾರೆ. ಸರ್ಕಾರ ಕೂಡಲೇ ಈ ಆದೇಶಗಳನ್ನು ಹಿಂಪಡೆಯಬೇಕು ಎಂದು ಒತ್ತಾಯಿಸಿದರು. bbox=[610, 801, 772, 859]
naxal-dateline: ಉಡುಪಿ: bbox=[6, 441, 27, 449]
theatre-headline: ಥಿಯೇಟರ್ ಮಾಲೀಕನ ಕೈಕಾಲು ಕಟ್ಟಿ ದರೋಡೆ bbox=[6, 66, 178, 102]
kidnap-story-col2 bbox=[778, 1236, 940, 1486]
cji-body: ಇನ್ನು ಏನು ಹೇಳಲು ನನಗೆ ಪದಗಳಿಲ್ಲ ಎಂದು ಸಿಜೆಐ ಡಿ.ವೈ.ಚಂದ್ರಚೂಡ್ ಭಾವುಕರಾದರು. ತಮ್ಮ ಕೊನೆಯ ಕಾರ್ಯದಿನದಂದು ಸುಪ್ರೀಂಕೋರ್ಟ್‌ನಲ್ಲಿ ಮಾತನಾಡಿದರು. 2022ರ ನ.08ರಿಂದ ಅವರು ಸಿಜೆಐ ಆಗಿ ಕಾರ್ಯನಿರ್ವಹಿಸಿದ್ದರು. bbox=[406, 1127, 604, 1155]
logo-part-1: ಸಂಜೆ bbox=[52, 5, 81, 25]
farmer-story-col1 bbox=[610, 800, 772, 1174]
reddy-photo bbox=[782, 194, 940, 274]
main-body-1: 5 ಗ್ಯಾರಂಟಿ ಕೊಡಿ ಅಂತ ಜನ ಕೇಳಿದ್ರಾ? ಎಂದು ಪ್ರಶ್ನಿಸಿರುವ ನಿಖಿಲ್ ಕುಮಾರಸ್ವಾಮಿ, ರಾಜ್ಯ ಸರ್ಕಾರದ ವಿರುದ್ಧ ತೀವ್ರ ವಾಗ್ದಾಳಿ ನಡೆಸಿದರು. ಚನ್ನಪಟ್ಟಣ ಉಪಚುನಾವಣೆಯ ಪ್ರಚಾರದ ವೇಳೆ ಮಾತನಾಡಿದ ಅವರು, ಜನರಿಗೆ ಗ್ಯಾರಂಟಿ ಹೆಸರಿನಲ್ಲಿ ಮೋಸ ಮಾಡಲಾಗುತ್ತಿದೆ. ಅಭಿವೃದ್ಧಿ ಕೆಲಸಗಳು ಸ್ಥಗಿತಗೊಂಡಿವೆ. ರೈತರಿಗೆ ಸರಿಯಾದ ಸೌಲಭ್ಯ ಸಿಗುತ್ತಿಲ್ಲ ಎಂದು ಆರೋಪಿಸಿದರು. ಕುಮಾರಸ್ವಾಮಿ ಅವರು ಕೇಂದ್ರದಲ್ಲಿ ಸಚಿವರಾಗಿ ಕೆಲಸ ಮಾಡುತ್ತಿದ್ದಾರೆ. ಜಿಲ್ಲೆಯ ಅಭಿವೃದ್ಧಿಗೆ ನಾವು ಬದ್ಧರಾಗಿದ್ದೇವೆ. ಜನರು ನಮ್ಮ ಪರವಾಗಿ ಮತ ಚಲಾಯಿಸಬೇಕು ಎಂದು ಮನವಿ ಮಾಡಿದರು. bbox=[208, 161, 353, 259]
theatre-story bbox=[6, 106, 194, 306]
left-sidebar bbox=[0, 60, 200, 712]
page-number: 2 bbox=[8, 0, 41, 54]
main-story-col1 bbox=[208, 160, 353, 458]
onion-story bbox=[406, 738, 604, 1030]
farmer-rule bbox=[610, 794, 940, 795]
crowd-head bbox=[477, 180, 521, 230]
